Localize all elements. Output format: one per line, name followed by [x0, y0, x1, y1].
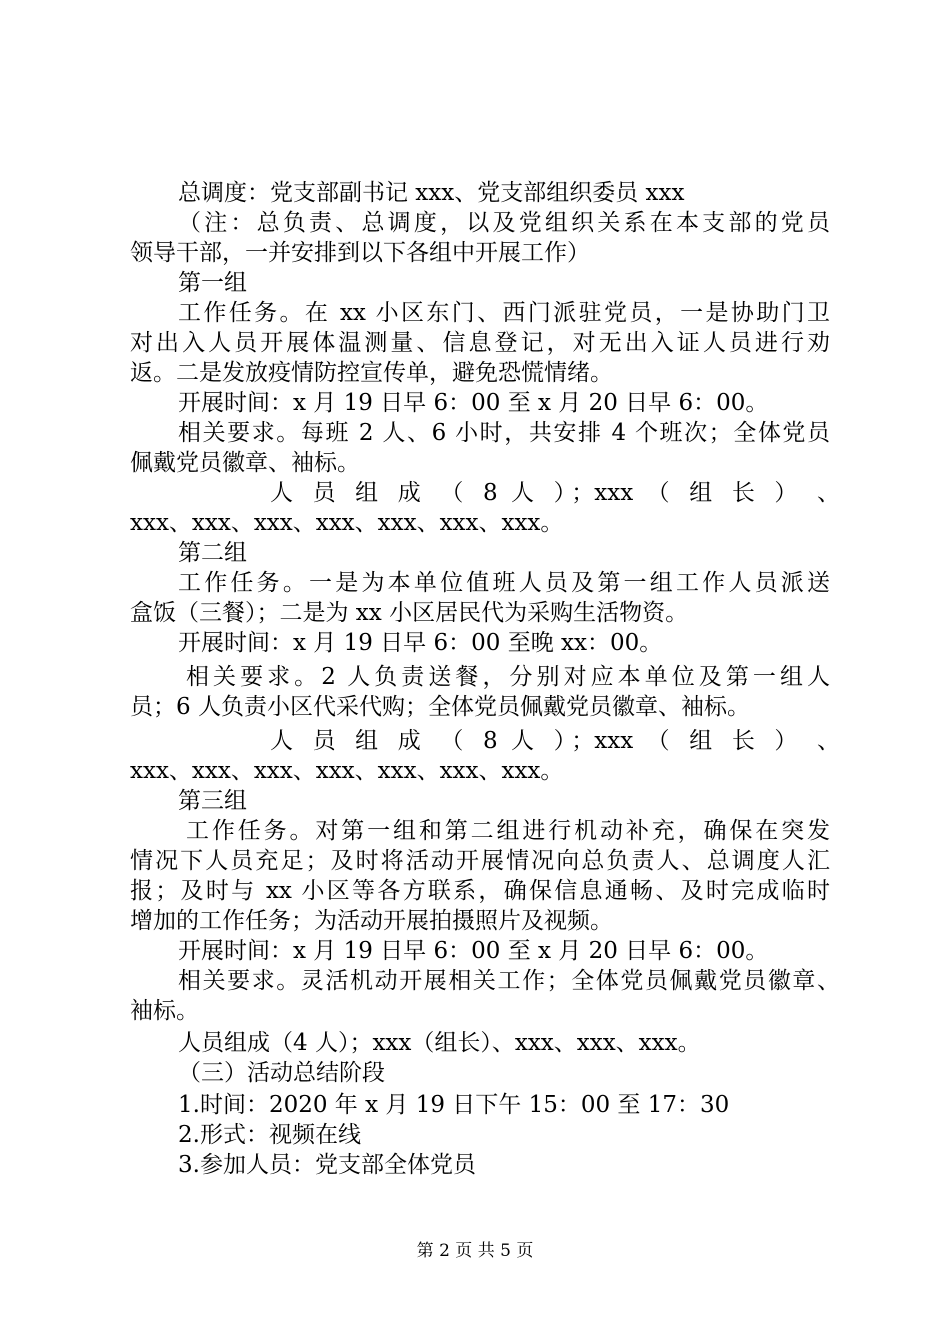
text-line: xxx、xxx、xxx、xxx、xxx、xxx、xxx。 [130, 758, 564, 784]
text-line: 人 员 组 成 （ 8 人 ）；xxx （ 组 长 ） 、 [270, 480, 840, 506]
text-line: 工作任务。对第一组和第二组进行机动补充，确保在突发 [186, 818, 830, 844]
text-line: 盒饭（三餐）；二是为 xx 小区居民代为采购生活物资。 [130, 600, 689, 626]
text-line: 员；6 人负责小区代采代购；全体党员佩戴党员徽章、袖标。 [130, 694, 750, 720]
text-line: 相关要求。每班 2 人、6 小时，共安排 4 个班次；全体党员 [178, 420, 830, 446]
section-heading: 第二组 [178, 540, 247, 566]
text-line: 返。二是发放疫情防控宣传单，避免恐慌情绪。 [130, 360, 613, 386]
text-line: 报；及时与 xx 小区等各方联系，确保信息通畅、及时完成临时 [130, 878, 830, 904]
section-heading: 第一组 [178, 270, 247, 296]
text-line: 工作任务。在 xx 小区东门、西门派驻党员，一是协助门卫 [178, 300, 830, 326]
text-line: 开展时间：x 月 19 日早 6：00 至晚 xx：00。 [178, 630, 663, 656]
text-line: 领导干部，一并安排到以下各组中开展工作） [130, 240, 590, 266]
text-line: 情况下人员充足；及时将活动开展情况向总负责人、总调度人汇 [130, 848, 830, 874]
text-line: 佩戴党员徽章、袖标。 [130, 450, 360, 476]
text-line: 袖标。 [130, 998, 199, 1024]
text-line: 人员组成（4 人）；xxx（组长）、xxx、xxx、xxx。 [178, 1030, 701, 1056]
text-line: 2.形式：视频在线 [178, 1122, 361, 1148]
text-line: 相关要求。灵活机动开展相关工作；全体党员佩戴党员徽章、 [178, 968, 840, 994]
text-line: 开展时间：x 月 19 日早 6：00 至 x 月 20 日早 6：00。 [178, 390, 769, 416]
text-line: 总调度：党支部副书记 xxx、党支部组织委员 xxx [178, 180, 685, 206]
section-heading: 第三组 [178, 788, 247, 814]
text-line: 3.参加人员：党支部全体党员 [178, 1152, 476, 1178]
page-footer: 第 2 页 共 5 页 [416, 1241, 534, 1261]
text-line: xxx、xxx、xxx、xxx、xxx、xxx、xxx。 [130, 510, 564, 536]
text-line: 相关要求。2 人负责送餐，分别对应本单位及第一组人 [186, 664, 830, 690]
text-line: 对出入人员开展体温测量、信息登记，对无出入证人员进行劝 [130, 330, 830, 356]
section-heading: （三）活动总结阶段 [178, 1060, 385, 1086]
text-line: 1.时间：2020 年 x 月 19 日下午 15：00 至 17：30 [178, 1092, 730, 1118]
text-line: 工作任务。一是为本单位值班人员及第一组工作人员派送 [178, 570, 830, 596]
text-line: （注：总负责、总调度，以及党组织关系在本支部的党员 [178, 210, 830, 236]
text-line: 人 员 组 成 （ 8 人 ）；xxx （ 组 长 ） 、 [270, 728, 840, 754]
text-line: 增加的工作任务；为活动开展拍摄照片及视频。 [130, 908, 613, 934]
text-line: 开展时间：x 月 19 日早 6：00 至 x 月 20 日早 6：00。 [178, 938, 769, 964]
